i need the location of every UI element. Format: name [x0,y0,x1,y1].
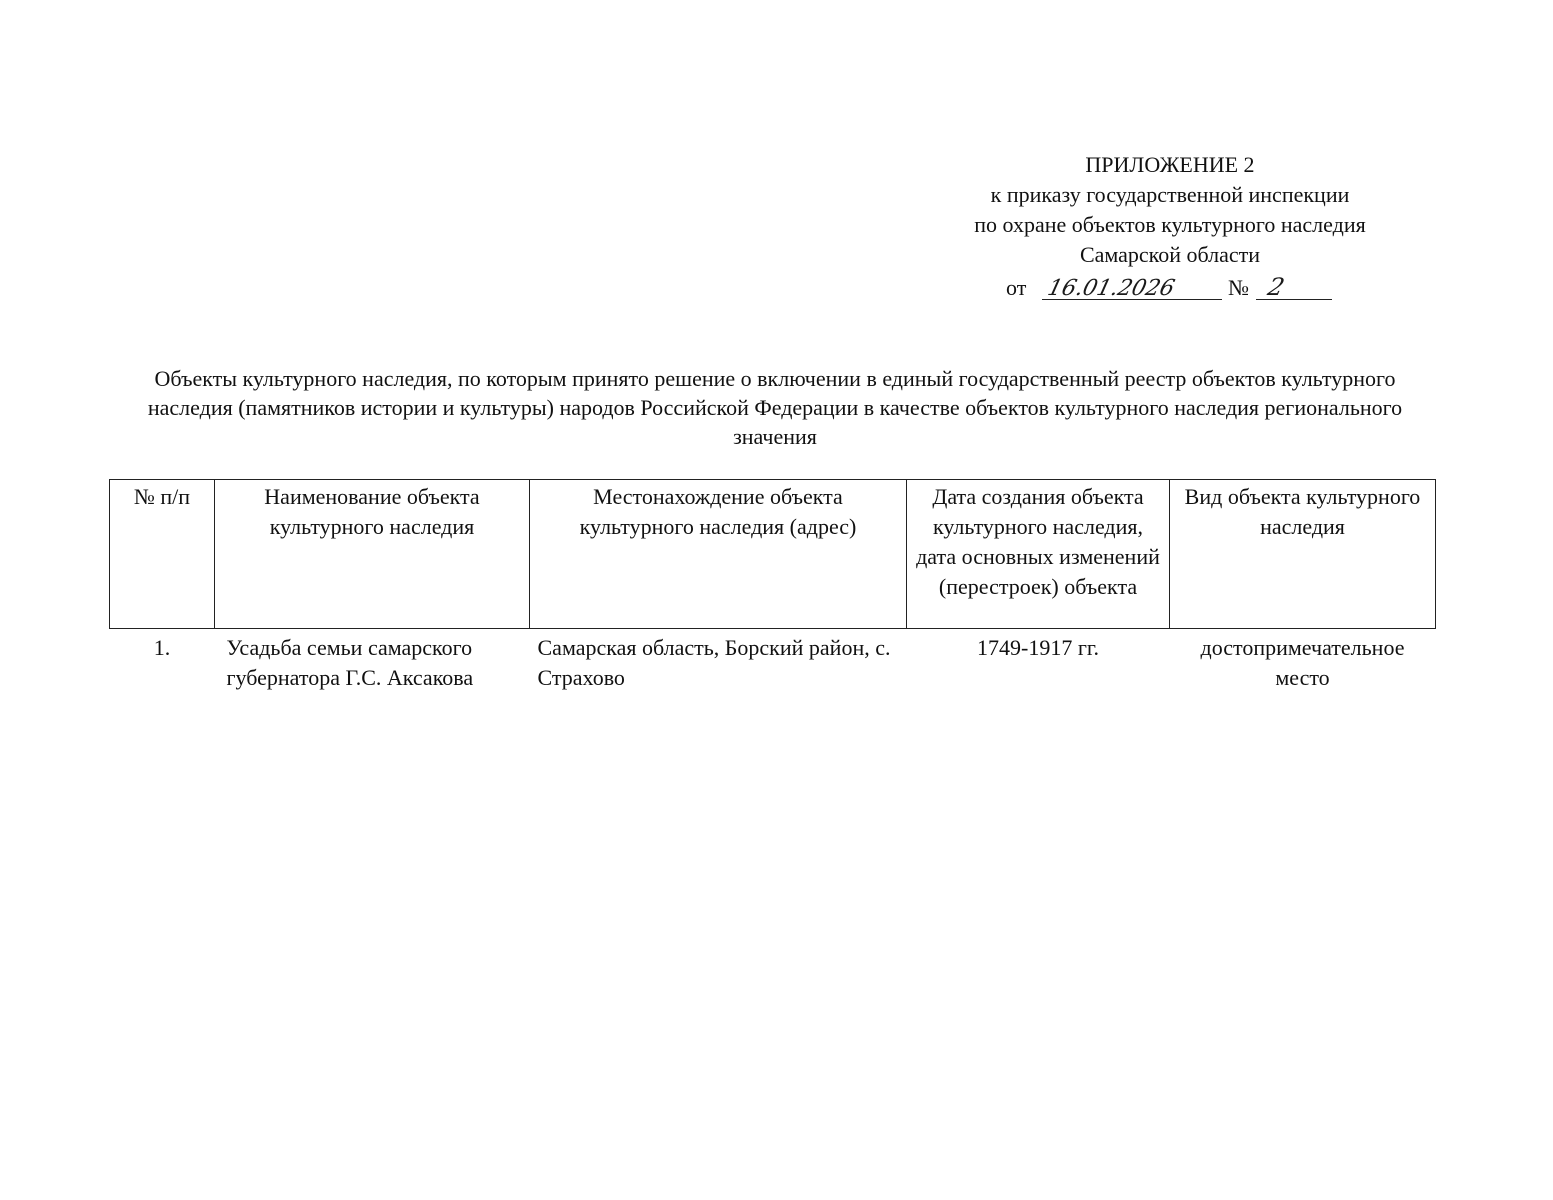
cell-number: 1. [153,635,171,660]
order-date-number-line [1006,271,1346,305]
header-address: Местонахождение объекта культурного наследия (адрес) [530,480,907,629]
cell-date: 1749-1917 гг. [977,635,1099,660]
table-row [110,629,1436,694]
number-label: № [1228,275,1249,300]
svg-text:2: 2 [1265,272,1288,301]
header-number: № п/п [110,480,215,629]
svg-text:16.01.2026: 16.01.2026 [1045,275,1178,301]
from-label: от [1006,275,1027,300]
document-title: Объекты культурного наследия, по которым принято решение о включении в единый государственный реестр объектов культурного наследия (памятников истории и культуры) народов Российской Федерации в качестве объектов культурного наследия регионального значения [147,366,1403,449]
appendix-order-line-2: по охране объектов культурного наследия [974,212,1366,237]
appendix-title: ПРИЛОЖЕНИЕ 2 [1085,152,1255,177]
header-name: Наименование объекта культурного наследия [215,480,530,629]
handwritten-number [1264,273,1324,303]
appendix-order-line-3: Самарской области [1079,242,1261,267]
heritage-objects-table [109,479,1436,693]
header-type: Вид объекта культурного наследия [1170,480,1436,629]
cell-name: Усадьба семьи самарского губернатора Г.С. Аксакова [226,635,474,690]
appendix-order-line-1: к приказу государственной инспекции [990,182,1350,207]
table-header-row [110,480,1436,629]
cell-type: достопримечательное место [1200,635,1405,690]
appendix-header [920,150,1420,270]
header-date: Дата создания объекта культурного наследия, дата основных изменений (перестроек) объекта [907,480,1170,629]
cell-address: Самарская область, Борский район, с. Страхово [537,635,891,690]
handwritten-date [1042,273,1222,303]
